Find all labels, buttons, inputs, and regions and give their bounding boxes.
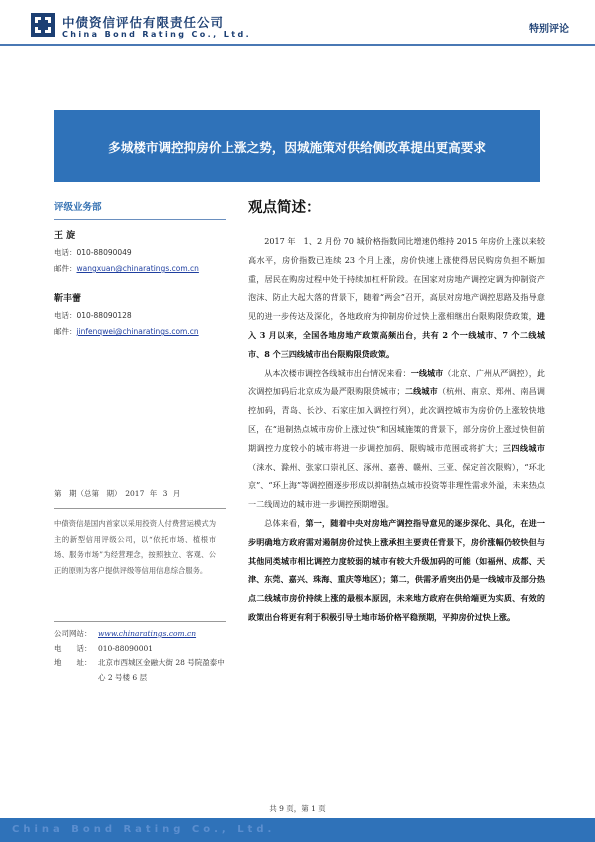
header-divider [0, 44, 595, 46]
report-title: 多城楼市调控抑房价上涨之势，因城施策对供给侧改革提出更高要求 [108, 139, 486, 155]
company-name-en: China Bond Rating Co., Ltd. [62, 30, 252, 39]
analyst-name: 王 旋 [54, 231, 76, 241]
section-title: 观点简述： [248, 200, 321, 216]
divider [54, 508, 226, 509]
report-type-label: 特别评论 [529, 24, 569, 35]
analyst-phone: 电话：010-88090049 [54, 248, 132, 257]
company-intro: 中债资信是国内首家以采用投资人付费营运模式为主的新型信用评级公司，以“依托市场、植根市场、服务市场”为经营理念，按照独立、客观、公正的原则为客户提供评级等信用信息综合服务。 [54, 519, 216, 575]
contact-phone: 电 话： 010-88090001 [54, 643, 154, 653]
company-name-cn: 中债资信评估有限责任公司 [62, 15, 225, 30]
analyst-email: 邮件：wangxuan@chinaratings.com.cn [54, 264, 199, 273]
page-number: 共 9 页，第 1 页 [269, 804, 326, 813]
department-title: 评级业务部 [54, 202, 102, 213]
analyst-block [54, 228, 226, 277]
main-column [248, 196, 545, 217]
analyst-block [54, 291, 226, 340]
website-link[interactable]: www.chinaratings.com.cn [98, 629, 197, 638]
analyst-email-link[interactable]: wangxuan@chinaratings.com.cn [76, 264, 199, 273]
analyst-email: 邮件：jinfenqwei@chinaratings.com.cn [54, 327, 199, 336]
footer-company-en: China Bond Rating Co., Ltd. [12, 824, 276, 835]
divider [54, 621, 226, 622]
company-logo-icon [30, 12, 56, 38]
paragraph: 从本次楼市调控各线城市出台情况来看：一线城市（北京、广州从严调控），此次调控加码后北京成为最严限购限贷城市；二线城市（杭州、南京、郑州、南昌调控加码，青岛、长沙、石家庄加入调控行列），此次调控城市为房价仍上涨较快地区，在“退制热点城市房价上涨过快”和因城施策的背景下，部分房价上涨过快但前期调控力度较小的城市将进一步调控加码、限购城市范围或将扩大；三四线城市（涞水、滁州、张家口崇礼区、涿州、嘉善、赣州、三亚、保定首次限购），“环北京”、“环上海”等调控圈逐步形成以抑制热点城市投资等非理性需求外溢，未来热点一二线周边的城市进一步调控预期增强。 [248, 367, 545, 510]
contact-block [54, 627, 226, 685]
page-header [0, 0, 595, 48]
analyst-phone: 电话：010-88090128 [54, 311, 132, 320]
paragraph: 2017 年 1、2 月份 70 城价格指数同比增速仍维持 2015 年房价上涨以来较高水平，房价指数已连续 23 个月上涨，房价快速上涨使得居民购房负担不断加重，居民在购房过程中处于持续加杠杆阶段。在国家对房地产调控定调为抑制资产泡沫、防止大起大落的背景下，随着“两会”召开，高层对房地产调控思路及指导意见的进一步传达及深化，各地政府为抑制房价过快上涨相继出台限购限贷政策，进入 3 月以来，全国各地房地产政策高频出台，共有 2 个一线城市、7 个二线城市、8 个三四线城市出台限购限贷政策。 [248, 236, 545, 359]
main-body [248, 232, 545, 627]
title-banner [54, 110, 540, 182]
issue-info: 第 期（总第 期） 2017 年 3 月 [54, 489, 181, 498]
divider [54, 219, 226, 220]
contact-website: 公司网站： www.chinaratings.com.cn [54, 629, 197, 638]
footer-band [0, 818, 595, 842]
contact-address: 地 址： 北京市西城区金融大街 28 号院盈泰中心 2 号楼 6 层 [54, 658, 225, 682]
left-column [54, 196, 226, 340]
paragraph: 总体来看，第一，随着中央对房地产调控指导意见的逐步深化、具化，在进一步明确地方政府需对遏制房价过快上涨承担主要责任背景下，房价涨幅仍较快但与其他同类城市相比调控力度较弱的城市有较大升级加码的可能（如福州、成都、天津、东莞、嘉兴、珠海、重庆等地区）；第二，供需矛盾突出仍是一线城市及部分热点二线城市房价持续上涨的最根本原因，未来地方政府在供给端更为实质、有效的政策出台将更有利于积极引导土地市场价格平稳预期，平抑房价过快上涨。 [248, 517, 545, 622]
analyst-email-link[interactable]: jinfenqwei@chinaratings.com.cn [76, 327, 199, 336]
analyst-name: 靳丰蕾 [54, 294, 82, 304]
